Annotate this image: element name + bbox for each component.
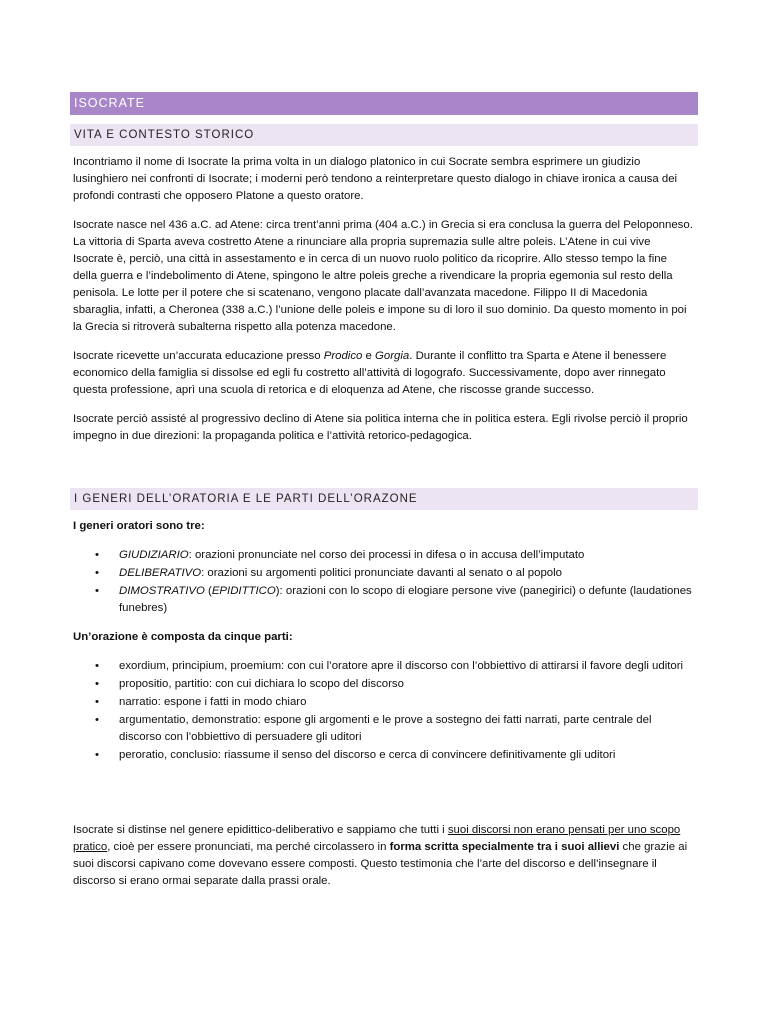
conclusion-text-b: , cioè per essere pronunciati, ma perché circolassero in — [107, 841, 390, 853]
conclusion-text-a: Isocrate si distinse nel genere epidittico-deliberativo e sappiamo che tutti i — [73, 824, 448, 836]
list-item-deliberativo — [73, 565, 693, 582]
term-dimostrativo: DIMOSTRATIVO — [119, 585, 205, 597]
paragraph-education — [73, 348, 693, 399]
section-heading-vita: VITA E CONTESTO STORICO — [70, 124, 698, 146]
bullet-icon: • — [95, 678, 99, 690]
desc-deliberativo: : orazioni su argomenti politici pronunciate davanti al senato o al popolo — [201, 567, 563, 579]
bullet-icon: • — [95, 660, 99, 672]
bullet-icon: • — [95, 749, 99, 761]
paragraph-education-text-b: . Durante il conflitto tra Sparta e Atene il benessere economico della famiglia si dissolse ed egli fu costretto all’attività di logografo. Successivamente, dopo aver rinnegato questa professione, aprì una scuola di retorica e di eloquenza ad Atene, che riscosse grande successo. — [73, 350, 667, 396]
final-paragraph-block — [73, 822, 693, 890]
parti-intro: Un’orazione è composta da cinque parti: — [73, 631, 293, 643]
bullet-icon: • — [95, 696, 99, 708]
section-heading-generi: I GENERI DELL’ORATORIA E LE PARTI DELL’ORAZONE — [70, 488, 698, 510]
parte-exordium: exordium, principium, proemium: con cui l’oratore apre il discorso con l’obbiettivo di attirarsi il favore degli uditori — [119, 660, 684, 672]
conclusion-underlined: suoi discorsi non erano pensati per uno scopo pratico — [73, 824, 681, 853]
bullet-icon: • — [95, 714, 99, 726]
desc-giudiziario: : orazioni pronunciate nel corso dei processi in difesa o in accusa dell’imputato — [188, 549, 585, 561]
term-epidittico: EPIDITTICO — [211, 585, 276, 597]
paragraph-history: Isocrate nasce nel 436 a.C. ad Atene: circa trent’anni prima (404 a.C.) in Grecia si era conclusa la guerra del Peloponneso. La vittoria di Sparta aveva costretto Atene a rinunciare alla propria supremazia sulle altre poleis. L’Atene in cui vive Isocrate è, perciò, una città in assestamento e in cerca di un nuovo ruolo politico da ricoprire. Allo stesso tempo la fine della guerra e l’indebolimento di Atene, spingono le altre poleis greche a rivendicare la propria egemonia sul resto della penisola. Le lotte per il potere che si scatenano, vengono placate dall’avanzata macedone. Filippo II di Macedonia sbaraglia, infatti, a Cheronea (338 a.C.) l’unione delle poleis e impone su di loro il suo dominio. Da questo momento in poi la Grecia si ritroverà subalterna rispetto alla potenza macedone. — [73, 219, 693, 333]
parte-narratio: narratio: espone i fatti in modo chiaro — [119, 696, 307, 708]
parti-list — [73, 658, 693, 764]
desc-dimostrativo: ): orazioni con lo scopo di elogiare persone vive (panegirici) o defunte (laudationes funebres) — [119, 585, 692, 614]
list-item-peroratio — [73, 747, 693, 764]
list-item-dimostrativo — [73, 583, 693, 617]
parte-propositio: propositio, partitio: con cui dichiara lo scopo del discorso — [119, 678, 404, 690]
paragraph-education-text-a: Isocrate ricevette un’accurata educazione presso — [73, 350, 324, 362]
list-item-propositio — [73, 676, 693, 693]
term-deliberativo: DELIBERATIVO — [119, 567, 202, 579]
list-item-narratio — [73, 694, 693, 711]
bullet-icon: • — [95, 549, 99, 561]
paragraph-decline: Isocrate perciò assisté al progressivo declino di Atene sia politica interna che in politica estera. Egli rivolse perciò il proprio impegno in due direzioni: la propaganda politica e l’attività retorico-pedagogica. — [73, 413, 688, 442]
generi-intro: I generi oratori sono tre: — [73, 520, 205, 532]
paragraph-conclusion — [73, 822, 693, 890]
paragraph-intro: Incontriamo il nome di Isocrate la prima volta in un dialogo platonico in cui Socrate sembra esprimere un giudizio lusinghiero nei confronti di Isocrate; i moderni però tendono a reinterpretare questo dialogo in chiave ironica a causa dei profondi contrasti che opposero Platone a questo oratore. — [73, 156, 678, 202]
section-generi-body — [73, 518, 693, 765]
paren-open: ( — [204, 585, 212, 597]
list-item-argumentatio — [73, 712, 693, 746]
list-item-exordium — [73, 658, 693, 675]
list-item-giudiziario — [73, 547, 693, 564]
conclusion-bold: forma scritta specialmente tra i suoi allievi — [389, 841, 620, 853]
paragraph-education-conj: e — [362, 350, 376, 362]
bullet-icon: • — [95, 585, 99, 597]
name-prodico: Prodico — [323, 350, 363, 362]
document-title: ISOCRATE — [70, 92, 698, 115]
section-vita-body — [73, 154, 693, 445]
conclusion-text-c: che grazie ai suoi discorsi capivano come dovevano essere composti. Questo testimonia che l’arte del discorso e dell’insegnare il discorso si erano ormai separate dalla prassi orale. — [73, 841, 688, 887]
term-giudiziario: GIUDIZIARIO — [119, 549, 189, 561]
bullet-icon: • — [95, 567, 99, 579]
name-gorgia: Gorgia — [375, 350, 410, 362]
parte-peroratio: peroratio, conclusio: riassume il senso del discorso e cerca di convincere definitivamente gli uditori — [119, 749, 616, 761]
generi-list — [73, 547, 693, 617]
parte-argumentatio: argumentatio, demonstratio: espone gli argomenti e le prove a sostegno dei fatti narrati, parte centrale del discorso con l’obbiettivo di persuadere gli uditori — [119, 714, 652, 743]
